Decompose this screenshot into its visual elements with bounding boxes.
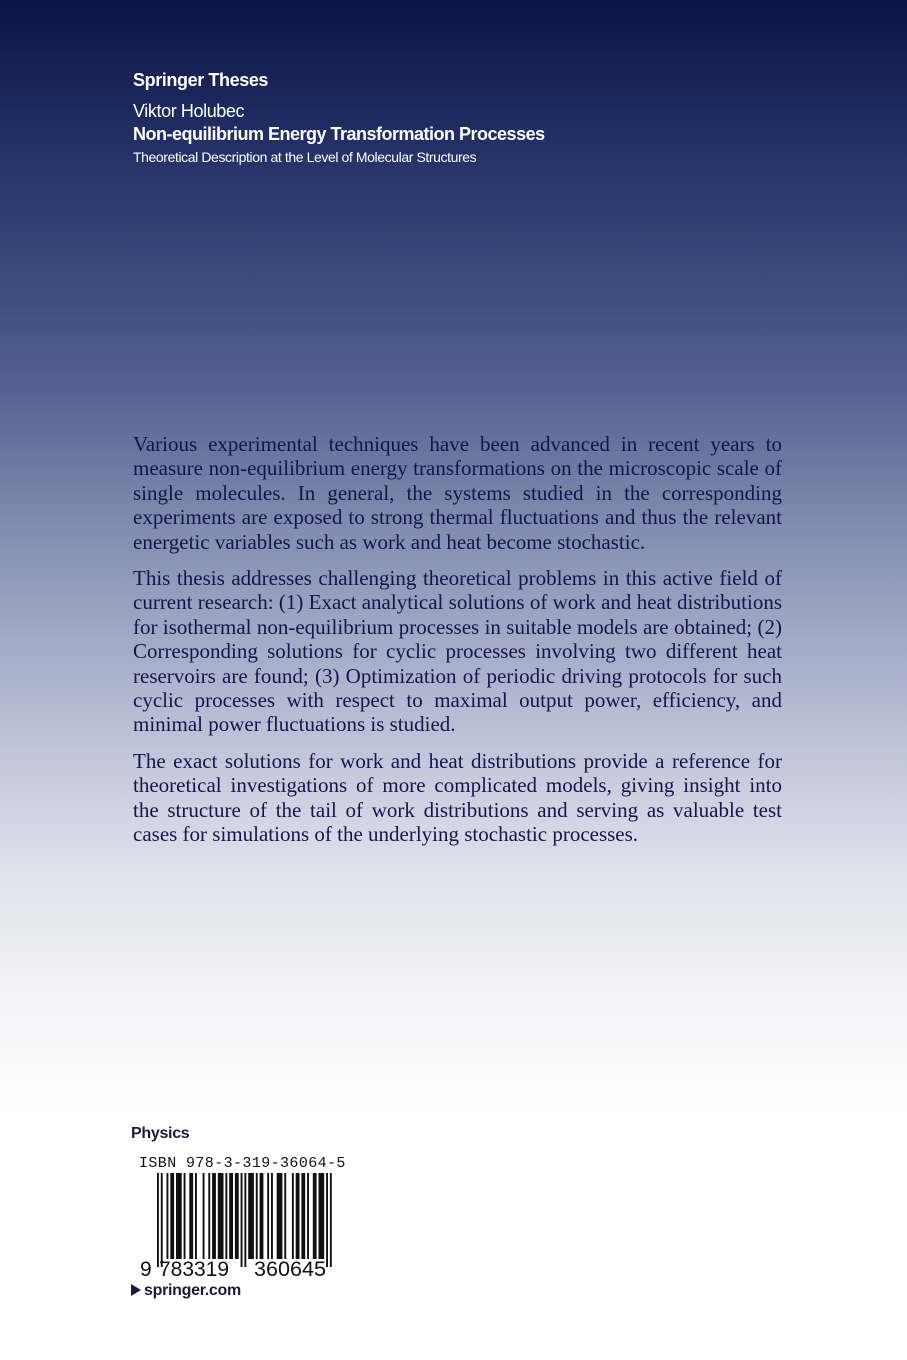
barcode-bar bbox=[161, 1173, 163, 1267]
barcode-bar bbox=[229, 1173, 233, 1259]
series-name: Springer Theses bbox=[133, 70, 269, 90]
barcode bbox=[139, 1173, 339, 1281]
barcode-bar bbox=[267, 1173, 269, 1259]
barcode-bar bbox=[326, 1173, 328, 1267]
barcode-bar bbox=[235, 1173, 239, 1259]
barcode-bars bbox=[157, 1173, 332, 1267]
barcode-bar bbox=[319, 1173, 325, 1259]
barcode-bar bbox=[307, 1173, 309, 1259]
blurb-paragraph: The exact solutions for work and heat distributions provide a reference for theoretical investigations of more complicated models, giving insight into the structure of the tail of work distributions and serving as valuable test cases for simulations of the underlying stochastic processes. bbox=[133, 748, 782, 847]
barcode-digit-first: 9 bbox=[140, 1258, 152, 1281]
barcode-bar bbox=[218, 1173, 224, 1259]
barcode-bar bbox=[241, 1173, 243, 1267]
barcode-bar bbox=[167, 1173, 169, 1259]
barcode-bar bbox=[170, 1173, 174, 1259]
author-name: Viktor Holubec bbox=[133, 101, 245, 121]
blurb bbox=[133, 432, 782, 859]
barcode-bar bbox=[195, 1173, 197, 1259]
blurb-paragraph: This thesis addresses challenging theoretical problems in this active field of current research: (1) Exact analytical solutions of work and heat distributions for isothermal non-equilibrium processes in suitable models are obtained; (2) Corresponding solutions for cyclic processes involving two different heat reservoirs are found; (3) Optimization of periodic driving protocols for such cyclic processes with respect to maximal output power, efficiency, and minimal power fluctuations is studied. bbox=[133, 566, 782, 737]
website-text: springer.com bbox=[144, 1282, 241, 1299]
barcode-bar bbox=[184, 1173, 186, 1259]
website-link[interactable] bbox=[131, 1282, 241, 1300]
barcode-bar bbox=[284, 1173, 286, 1259]
barcode-bar bbox=[244, 1173, 246, 1267]
barcode-bar bbox=[157, 1173, 159, 1267]
barcode-bar bbox=[256, 1173, 258, 1259]
barcode-bar bbox=[203, 1173, 205, 1259]
barcode-digits-right: 360645 bbox=[254, 1258, 326, 1281]
barcode-bar bbox=[271, 1173, 273, 1259]
barcode-bar bbox=[189, 1173, 193, 1259]
book-title: Non-equilibrium Energy Transformation Processes bbox=[133, 124, 545, 144]
isbn-text: ISBN 978-3-319-36064-5 bbox=[139, 1155, 346, 1172]
book-subtitle: Theoretical Description at the Level of Molecular Structures bbox=[133, 149, 477, 165]
barcode-bar bbox=[212, 1173, 216, 1259]
barcode-bar bbox=[313, 1173, 317, 1259]
barcode-bar bbox=[208, 1173, 210, 1259]
triangle-arrow-icon bbox=[131, 1284, 141, 1296]
blurb-paragraph: Various experimental techniques have been advanced in recent years to measure non-equilibrium energy transformations on the microscopic scale of single molecules. In general, the systems studied in the corresponding experiments are exposed to strong thermal fluctuations and thus the relevant energetic variables such as work and heat become stochastic. bbox=[133, 432, 782, 554]
barcode-bar bbox=[277, 1173, 283, 1259]
barcode-bar bbox=[260, 1173, 264, 1259]
barcode-bar bbox=[301, 1173, 305, 1259]
barcode-bar bbox=[330, 1173, 332, 1267]
barcode-bar bbox=[292, 1173, 294, 1259]
barcode-digits-left: 783319 bbox=[159, 1258, 229, 1281]
barcode-bar bbox=[248, 1173, 254, 1259]
barcode-bar bbox=[296, 1173, 300, 1259]
cover-header bbox=[133, 70, 545, 166]
barcode-bar bbox=[176, 1173, 182, 1259]
subject-label: Physics bbox=[131, 1125, 190, 1142]
barcode-bar bbox=[225, 1173, 227, 1259]
